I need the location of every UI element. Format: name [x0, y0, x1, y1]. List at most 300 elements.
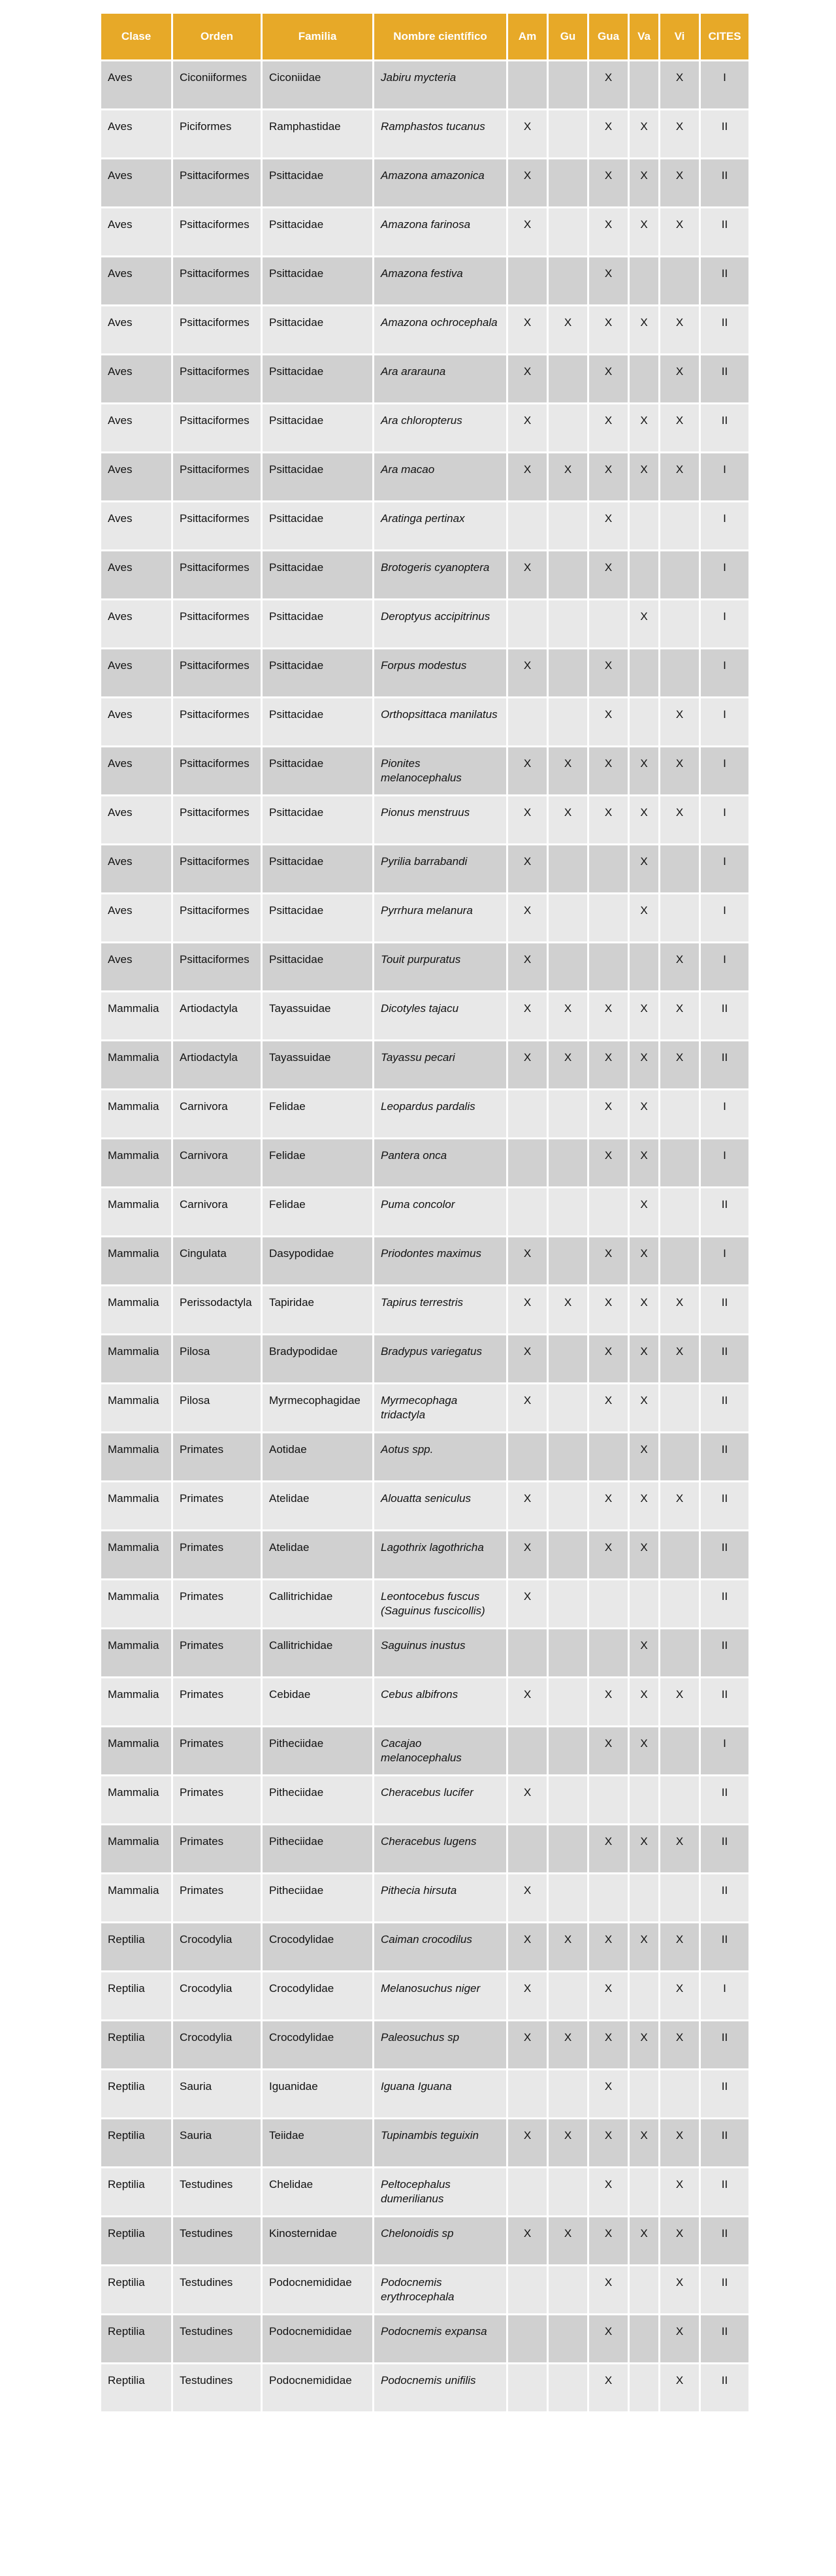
table-row	[101, 1776, 748, 1823]
cell-familia: Psittacidae	[263, 159, 372, 206]
cell-vi	[660, 1433, 699, 1480]
cell-am	[508, 61, 547, 108]
cell-gu: X	[549, 1923, 587, 1970]
cell-orden: Psittaciformes	[173, 159, 261, 206]
header-clase: Clase	[101, 14, 171, 59]
cell-familia: Ramphastidae	[263, 110, 372, 157]
cell-am: X	[508, 2021, 547, 2068]
cell-nombre-cientifico: Podocnemis unifilis	[374, 2364, 506, 2411]
cell-va: X	[630, 1139, 658, 1186]
cell-gua: X	[589, 649, 628, 696]
cell-am: X	[508, 355, 547, 402]
cell-clase: Reptilia	[101, 1972, 171, 2019]
cell-gua: X	[589, 698, 628, 745]
cell-orden: Psittaciformes	[173, 747, 261, 794]
cell-gua: X	[589, 2168, 628, 2215]
cell-am: X	[508, 1335, 547, 1382]
table-row	[101, 649, 748, 696]
cell-va: X	[630, 1335, 658, 1382]
cell-gu	[549, 159, 587, 206]
cell-familia: Crocodylidae	[263, 1972, 372, 2019]
cell-gua: X	[589, 1727, 628, 1774]
cell-va: X	[630, 1923, 658, 1970]
cell-am: X	[508, 992, 547, 1039]
cell-vi	[660, 600, 699, 647]
cell-gu	[549, 1482, 587, 1529]
cell-cites: II	[701, 257, 748, 304]
cell-vi: X	[660, 2168, 699, 2215]
cell-nombre-cientifico: Pantera onca	[374, 1139, 506, 1186]
cell-cites: II	[701, 404, 748, 451]
cell-nombre-cientifico: Pyrrhura melanura	[374, 894, 506, 941]
cell-cites: II	[701, 159, 748, 206]
cell-va: X	[630, 1188, 658, 1235]
table-row	[101, 1629, 748, 1676]
cell-familia: Bradypodidae	[263, 1335, 372, 1382]
cell-cites: I	[701, 943, 748, 990]
cell-va: X	[630, 208, 658, 255]
cell-clase: Mammalia	[101, 1727, 171, 1774]
cell-gu	[549, 355, 587, 402]
header-gu: Gu	[549, 14, 587, 59]
cell-nombre-cientifico: Melanosuchus niger	[374, 1972, 506, 2019]
cell-va: X	[630, 1678, 658, 1725]
cell-gua	[589, 845, 628, 892]
table-row	[101, 1286, 748, 1333]
cell-am: X	[508, 404, 547, 451]
table-row	[101, 845, 748, 892]
cell-gua	[589, 943, 628, 990]
table-row	[101, 1531, 748, 1578]
cell-vi: X	[660, 1678, 699, 1725]
cell-orden: Psittaciformes	[173, 208, 261, 255]
cell-clase: Mammalia	[101, 1237, 171, 1284]
cell-am	[508, 600, 547, 647]
cell-am: X	[508, 453, 547, 500]
cell-gu	[549, 1090, 587, 1137]
cell-gua: X	[589, 1972, 628, 2019]
cell-nombre-cientifico: Brotogeris cyanoptera	[374, 551, 506, 598]
table-row	[101, 1580, 748, 1627]
cell-clase: Aves	[101, 257, 171, 304]
cell-gu	[549, 1531, 587, 1578]
cell-va	[630, 2315, 658, 2362]
cell-nombre-cientifico: Cebus albifrons	[374, 1678, 506, 1725]
cell-nombre-cientifico: Jabiru mycteria	[374, 61, 506, 108]
cell-familia: Iguanidae	[263, 2070, 372, 2117]
cell-clase: Mammalia	[101, 1629, 171, 1676]
cell-am: X	[508, 1237, 547, 1284]
cell-clase: Aves	[101, 845, 171, 892]
cell-orden: Psittaciformes	[173, 600, 261, 647]
cell-va	[630, 61, 658, 108]
cell-cites: II	[701, 110, 748, 157]
cell-cites: II	[701, 2021, 748, 2068]
cell-clase: Aves	[101, 502, 171, 549]
cell-cites: I	[701, 600, 748, 647]
cell-am: X	[508, 1482, 547, 1529]
table-row	[101, 1678, 748, 1725]
cell-va: X	[630, 747, 658, 794]
cell-gu	[549, 2315, 587, 2362]
cell-clase: Mammalia	[101, 1384, 171, 1431]
cell-familia: Tayassuidae	[263, 992, 372, 1039]
cell-orden: Testudines	[173, 2315, 261, 2362]
cell-nombre-cientifico: Cheracebus lucifer	[374, 1776, 506, 1823]
cell-gua: X	[589, 306, 628, 353]
cell-am	[508, 1090, 547, 1137]
cell-nombre-cientifico: Forpus modestus	[374, 649, 506, 696]
cell-orden: Artiodactyla	[173, 992, 261, 1039]
cell-nombre-cientifico: Pyrilia barrabandi	[374, 845, 506, 892]
cell-orden: Pilosa	[173, 1335, 261, 1382]
cell-clase: Aves	[101, 747, 171, 794]
cell-nombre-cientifico: Podocnemis expansa	[374, 2315, 506, 2362]
cell-vi: X	[660, 1482, 699, 1529]
cell-clase: Aves	[101, 159, 171, 206]
cell-va	[630, 502, 658, 549]
cell-orden: Psittaciformes	[173, 894, 261, 941]
cell-va: X	[630, 2119, 658, 2166]
cell-nombre-cientifico: Ara ararauna	[374, 355, 506, 402]
cell-familia: Psittacidae	[263, 404, 372, 451]
header-gua: Gua	[589, 14, 628, 59]
cell-vi: X	[660, 355, 699, 402]
cell-gu	[549, 110, 587, 157]
table-row	[101, 1384, 748, 1431]
cell-am: X	[508, 1580, 547, 1627]
cell-gu: X	[549, 2119, 587, 2166]
cell-clase: Mammalia	[101, 1482, 171, 1529]
header-vi: Vi	[660, 14, 699, 59]
cell-gua: X	[589, 208, 628, 255]
cell-gua: X	[589, 355, 628, 402]
cell-gu	[549, 1433, 587, 1480]
cell-gu	[549, 698, 587, 745]
cell-va: X	[630, 1041, 658, 1088]
cell-va	[630, 2070, 658, 2117]
table-row	[101, 894, 748, 941]
cell-va	[630, 649, 658, 696]
table-row	[101, 1041, 748, 1088]
cell-gu	[549, 1580, 587, 1627]
cell-va: X	[630, 1727, 658, 1774]
table-row	[101, 453, 748, 500]
cell-cites: II	[701, 1335, 748, 1382]
cell-gu: X	[549, 306, 587, 353]
cell-am: X	[508, 747, 547, 794]
cell-am: X	[508, 1972, 547, 2019]
cell-va: X	[630, 404, 658, 451]
cell-gua: X	[589, 2217, 628, 2264]
cell-gu	[549, 1139, 587, 1186]
cell-orden: Pilosa	[173, 1384, 261, 1431]
cell-vi	[660, 649, 699, 696]
cell-gua: X	[589, 404, 628, 451]
cell-gua: X	[589, 1923, 628, 1970]
cell-nombre-cientifico: Alouatta seniculus	[374, 1482, 506, 1529]
cell-clase: Reptilia	[101, 2315, 171, 2362]
cell-familia: Callitrichidae	[263, 1629, 372, 1676]
table-row	[101, 1923, 748, 1970]
cell-va	[630, 698, 658, 745]
cell-va: X	[630, 110, 658, 157]
cell-orden: Psittaciformes	[173, 404, 261, 451]
cell-cites: I	[701, 747, 748, 794]
cell-va	[630, 1972, 658, 2019]
cell-vi: X	[660, 1923, 699, 1970]
table-row	[101, 1139, 748, 1186]
cell-cites: II	[701, 2168, 748, 2215]
cell-orden: Carnivora	[173, 1090, 261, 1137]
cell-clase: Mammalia	[101, 1531, 171, 1578]
cell-vi	[660, 1188, 699, 1235]
cell-cites: II	[701, 1580, 748, 1627]
cell-va: X	[630, 306, 658, 353]
cell-am	[508, 257, 547, 304]
cell-gu	[549, 1188, 587, 1235]
header-familia: Familia	[263, 14, 372, 59]
table-row	[101, 2315, 748, 2362]
cell-vi	[660, 1776, 699, 1823]
table-row	[101, 2021, 748, 2068]
cell-orden: Psittaciformes	[173, 943, 261, 990]
cell-vi: X	[660, 306, 699, 353]
cell-orden: Crocodylia	[173, 1923, 261, 1970]
cell-gua: X	[589, 992, 628, 1039]
cell-familia: Psittacidae	[263, 894, 372, 941]
cell-vi	[660, 1874, 699, 1921]
cell-nombre-cientifico: Aotus spp.	[374, 1433, 506, 1480]
cell-va	[630, 2364, 658, 2411]
cell-clase: Mammalia	[101, 1286, 171, 1333]
table-row	[101, 61, 748, 108]
cell-nombre-cientifico: Aratinga pertinax	[374, 502, 506, 549]
cell-gua: X	[589, 1286, 628, 1333]
cell-am: X	[508, 943, 547, 990]
cell-vi: X	[660, 1286, 699, 1333]
cell-orden: Artiodactyla	[173, 1041, 261, 1088]
cell-clase: Mammalia	[101, 1678, 171, 1725]
cell-clase: Aves	[101, 698, 171, 745]
cell-vi	[660, 1139, 699, 1186]
cell-vi: X	[660, 1825, 699, 1872]
cell-am: X	[508, 1874, 547, 1921]
cell-nombre-cientifico: Deroptyus accipitrinus	[374, 600, 506, 647]
cell-gua	[589, 600, 628, 647]
table-row	[101, 1874, 748, 1921]
cell-nombre-cientifico: Cacajao melanocephalus	[374, 1727, 506, 1774]
cell-am: X	[508, 551, 547, 598]
cell-orden: Primates	[173, 1482, 261, 1529]
cell-familia: Felidae	[263, 1188, 372, 1235]
table-row	[101, 2364, 748, 2411]
cell-cites: I	[701, 61, 748, 108]
cell-nombre-cientifico: Pithecia hirsuta	[374, 1874, 506, 1921]
cell-familia: Tapiridae	[263, 1286, 372, 1333]
cell-va	[630, 2266, 658, 2313]
cell-am: X	[508, 649, 547, 696]
cell-nombre-cientifico: Touit purpuratus	[374, 943, 506, 990]
cell-vi: X	[660, 208, 699, 255]
table-row	[101, 1825, 748, 1872]
cell-nombre-cientifico: Caiman crocodilus	[374, 1923, 506, 1970]
cell-gua: X	[589, 502, 628, 549]
cell-gu	[549, 943, 587, 990]
cell-gua: X	[589, 1531, 628, 1578]
cell-familia: Dasypodidae	[263, 1237, 372, 1284]
cell-cites: II	[701, 1041, 748, 1088]
cell-cites: I	[701, 698, 748, 745]
cell-cites: II	[701, 1825, 748, 1872]
cell-nombre-cientifico: Dicotyles tajacu	[374, 992, 506, 1039]
cell-nombre-cientifico: Leontocebus fuscus (Saguinus fuscicollis)	[374, 1580, 506, 1627]
cell-gua: X	[589, 1384, 628, 1431]
cell-va	[630, 2168, 658, 2215]
table-row	[101, 2168, 748, 2215]
cell-clase: Mammalia	[101, 1090, 171, 1137]
cell-cites: I	[701, 649, 748, 696]
cell-am	[508, 1433, 547, 1480]
cell-nombre-cientifico: Leopardus pardalis	[374, 1090, 506, 1137]
cell-familia: Psittacidae	[263, 796, 372, 843]
cell-orden: Carnivora	[173, 1188, 261, 1235]
cell-familia: Aotidae	[263, 1433, 372, 1480]
cell-vi: X	[660, 404, 699, 451]
cell-am	[508, 1727, 547, 1774]
cell-orden: Testudines	[173, 2217, 261, 2264]
cell-gua: X	[589, 110, 628, 157]
cell-va: X	[630, 2217, 658, 2264]
cell-gua	[589, 1188, 628, 1235]
cell-am: X	[508, 110, 547, 157]
cell-familia: Psittacidae	[263, 698, 372, 745]
cell-gu	[549, 208, 587, 255]
cell-orden: Primates	[173, 1580, 261, 1627]
table-row	[101, 600, 748, 647]
cell-clase: Mammalia	[101, 1580, 171, 1627]
cell-am	[508, 1825, 547, 1872]
cell-am: X	[508, 1923, 547, 1970]
cell-clase: Mammalia	[101, 1041, 171, 1088]
cell-clase: Reptilia	[101, 2364, 171, 2411]
cell-gu	[549, 2266, 587, 2313]
cell-familia: Psittacidae	[263, 747, 372, 794]
cell-cites: I	[701, 796, 748, 843]
cell-vi	[660, 1531, 699, 1578]
cell-gu	[549, 1972, 587, 2019]
cell-va: X	[630, 1482, 658, 1529]
cell-familia: Felidae	[263, 1090, 372, 1137]
cell-gua	[589, 1433, 628, 1480]
cell-gua: X	[589, 2119, 628, 2166]
cell-nombre-cientifico: Amazona ochrocephala	[374, 306, 506, 353]
table-row	[101, 796, 748, 843]
table-row	[101, 551, 748, 598]
cell-clase: Aves	[101, 453, 171, 500]
cell-orden: Primates	[173, 1629, 261, 1676]
cell-familia: Tayassuidae	[263, 1041, 372, 1088]
cell-vi: X	[660, 159, 699, 206]
cell-orden: Psittaciformes	[173, 257, 261, 304]
cell-gua	[589, 1580, 628, 1627]
cell-gu	[549, 2168, 587, 2215]
cell-va	[630, 257, 658, 304]
cell-gu: X	[549, 992, 587, 1039]
cell-orden: Psittaciformes	[173, 355, 261, 402]
table-row	[101, 1188, 748, 1235]
cell-va: X	[630, 1629, 658, 1676]
cell-gu	[549, 1825, 587, 1872]
cell-va: X	[630, 1384, 658, 1431]
cell-cites: II	[701, 1776, 748, 1823]
cell-orden: Primates	[173, 1825, 261, 1872]
cell-gua: X	[589, 2021, 628, 2068]
table-row	[101, 2070, 748, 2117]
cell-va: X	[630, 845, 658, 892]
cell-vi: X	[660, 2217, 699, 2264]
cell-familia: Psittacidae	[263, 649, 372, 696]
cell-gu	[549, 404, 587, 451]
cell-va: X	[630, 1286, 658, 1333]
cell-nombre-cientifico: Ara macao	[374, 453, 506, 500]
cell-vi	[660, 257, 699, 304]
cell-gua: X	[589, 2266, 628, 2313]
cell-gua	[589, 1776, 628, 1823]
cell-cites: I	[701, 894, 748, 941]
cell-va: X	[630, 894, 658, 941]
header-orden: Orden	[173, 14, 261, 59]
cell-cites: I	[701, 1237, 748, 1284]
cell-vi	[660, 1727, 699, 1774]
cell-vi: X	[660, 2315, 699, 2362]
cell-gua: X	[589, 453, 628, 500]
cell-va	[630, 551, 658, 598]
cell-familia: Pitheciidae	[263, 1825, 372, 1872]
cell-vi	[660, 1580, 699, 1627]
cell-gua	[589, 1874, 628, 1921]
table-row	[101, 208, 748, 255]
cell-gu	[549, 1776, 587, 1823]
header-am: Am	[508, 14, 547, 59]
cell-orden: Psittaciformes	[173, 551, 261, 598]
cell-familia: Pitheciidae	[263, 1776, 372, 1823]
cell-nombre-cientifico: Bradypus variegatus	[374, 1335, 506, 1382]
cell-familia: Crocodylidae	[263, 2021, 372, 2068]
cell-nombre-cientifico: Myrmecophaga tridactyla	[374, 1384, 506, 1431]
cell-am: X	[508, 208, 547, 255]
cell-nombre-cientifico: Amazona amazonica	[374, 159, 506, 206]
cell-am	[508, 1629, 547, 1676]
cell-orden: Psittaciformes	[173, 306, 261, 353]
cell-va: X	[630, 453, 658, 500]
cell-gua: X	[589, 61, 628, 108]
cell-gu	[549, 61, 587, 108]
cell-nombre-cientifico: Tapirus terrestris	[374, 1286, 506, 1333]
cell-nombre-cientifico: Tupinambis teguixin	[374, 2119, 506, 2166]
cell-vi: X	[660, 1041, 699, 1088]
cell-am: X	[508, 1776, 547, 1823]
table-row	[101, 1090, 748, 1137]
cell-nombre-cientifico: Priodontes maximus	[374, 1237, 506, 1284]
cell-vi	[660, 1090, 699, 1137]
cell-orden: Sauria	[173, 2070, 261, 2117]
cell-clase: Mammalia	[101, 1335, 171, 1382]
cell-familia: Psittacidae	[263, 943, 372, 990]
cell-am: X	[508, 2119, 547, 2166]
table-row	[101, 1972, 748, 2019]
cell-orden: Sauria	[173, 2119, 261, 2166]
